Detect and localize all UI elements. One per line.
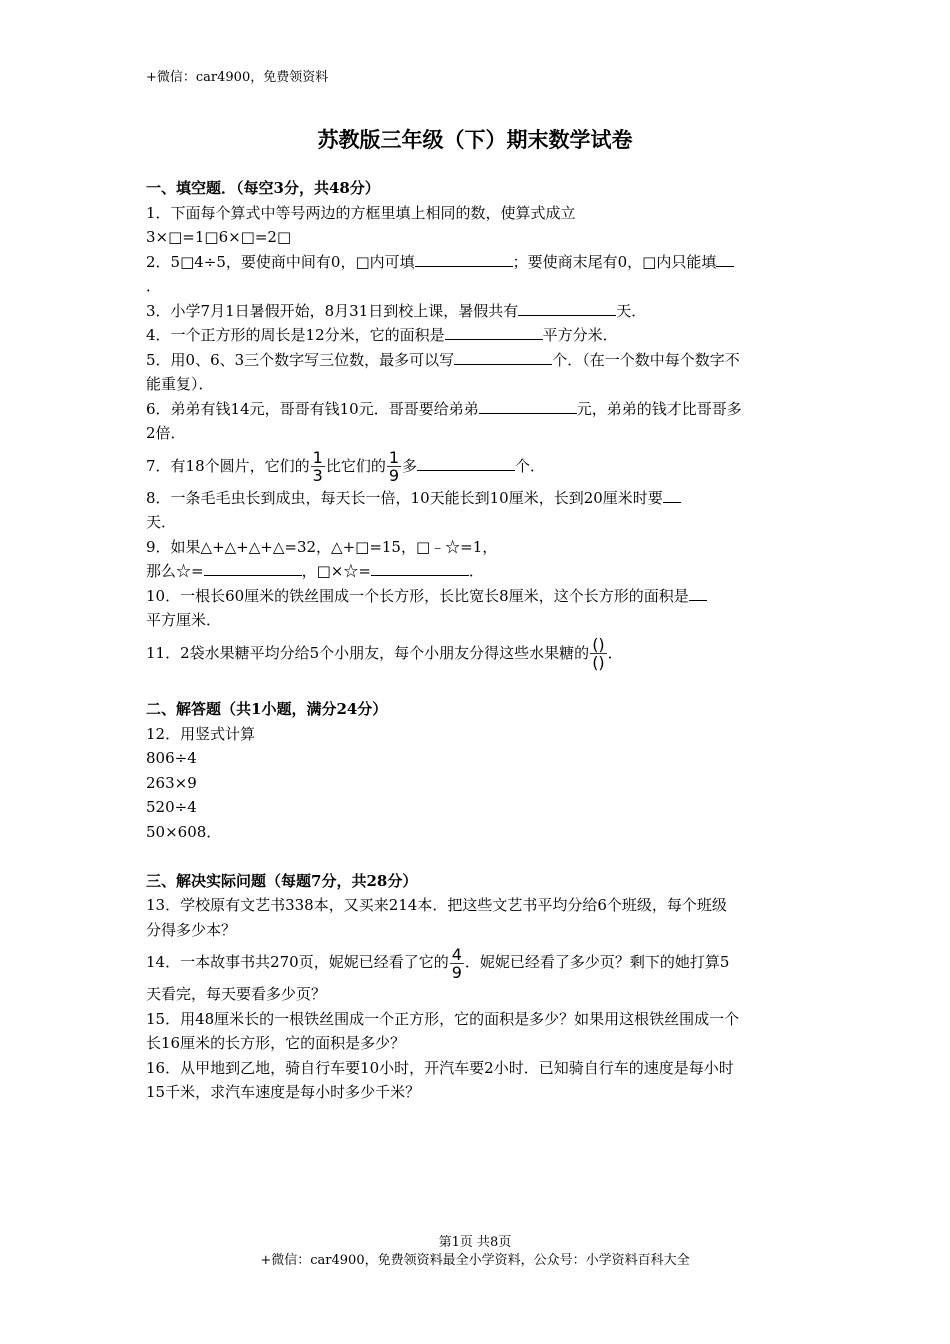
question-16-cont: 15千米，求汽车速度是每小时多少千米？ <box>146 1083 421 1101</box>
question-13-cont: 分得多少本？ <box>146 920 237 939</box>
q14-text-b: ．妮妮已经看了多少页？剩下的她打算5 <box>464 953 730 971</box>
question-3 <box>146 299 811 324</box>
calc-item: 50×608． <box>146 822 222 841</box>
q11-text-a: 11．2袋水果糖平均分给5个小朋友，每个小朋友分得这些水果糖的 <box>146 643 590 662</box>
question-10 <box>146 584 811 609</box>
question-8-cont: 天． <box>146 513 177 531</box>
fraction <box>311 449 325 484</box>
q10-text-a: 10．一根长60厘米的铁丝围成一个长方形，长比宽长8厘米，这个长方形的面积是 <box>146 586 689 605</box>
q7-text-a: 7．有18个圆片，它们的 <box>146 456 310 475</box>
answer-blank <box>689 586 707 601</box>
q9-text-c: ． <box>468 562 484 580</box>
question-15: 15．用48厘米长的一根铁丝围成一个正方形，它的面积是多少？如果用这根铁丝围成一个 <box>146 1009 740 1028</box>
q9-text-a: 那么☆= <box>146 562 204 580</box>
calc-item: 263×9 <box>146 773 197 792</box>
answer-blank <box>204 561 302 576</box>
question-14-cont: 天看完，每天要看多少页？ <box>146 985 327 1003</box>
section-3-heading: 三、解决实际问题（每题7分，共28分） <box>146 871 418 890</box>
section-2-heading: 二、解答题（共1小题，满分24分） <box>146 700 388 718</box>
fraction-denominator: 3 <box>312 466 323 485</box>
question-13: 13．学校原有文艺书338本，又买来214本．把这些文艺书平均分给6个班级，每个班级 <box>146 896 727 914</box>
question-7 <box>146 446 811 486</box>
page-title: 苏教版三年级（下）期末数学试卷 <box>317 127 633 152</box>
question-8 <box>146 486 811 511</box>
exam-content <box>146 176 811 1105</box>
question-15-cont: 长16厘米的长方形，它的面积是多少？ <box>146 1034 406 1052</box>
answer-blank <box>454 350 552 365</box>
question-6-cont: 2倍． <box>146 424 186 442</box>
q3-text-a: 3．小学7月1日暑假开始，8月31日到校上课，暑假共有 <box>146 301 519 320</box>
question-12: 12．用竖式计算 <box>146 724 256 743</box>
q7-text-b: 比它们的 <box>325 456 386 475</box>
q4-text-a: 4．一个正方形的周长是12分米，它的面积是 <box>146 326 445 344</box>
q8-text-a: 8．一条毛毛虫长到成虫，每天长一倍，10天能长到10厘米，长到20厘米时要 <box>146 488 663 507</box>
q2-text-b: ；要使商末尾有0，□内只能填 <box>512 252 717 271</box>
answer-blank <box>445 325 543 340</box>
header-watermark: +微信：car4900，免费领资料 <box>146 70 329 85</box>
fraction-denominator: 9 <box>388 466 400 485</box>
answer-blank <box>663 488 681 503</box>
fraction-denominator: 9 <box>451 962 462 982</box>
q9-text-b: ，□×☆= <box>301 562 371 580</box>
question-4 <box>146 323 811 348</box>
q6-text-b: 元，弟弟的钱才比哥哥多 <box>576 399 742 418</box>
question-5 <box>146 348 811 373</box>
answer-blank <box>415 252 513 267</box>
fraction-numerator: 1 <box>388 448 400 467</box>
section-1-heading: 一、填空题．（每空3分，共48分） <box>146 179 380 197</box>
fraction-numerator: 4 <box>451 944 462 964</box>
question-6 <box>146 397 811 422</box>
fraction-numerator: () <box>592 635 605 654</box>
question-1-equation: 3×□=1□6×□=2□ <box>146 228 292 246</box>
answer-blank <box>518 301 616 316</box>
question-9-cont <box>146 559 811 584</box>
question-11 <box>146 633 811 673</box>
answer-blank <box>716 252 734 267</box>
q11-text-b: ． <box>607 643 623 662</box>
answer-blank <box>371 561 469 576</box>
q4-text-b: 平方分米． <box>542 326 618 344</box>
answer-blank <box>417 456 515 471</box>
fraction <box>590 636 606 671</box>
fraction <box>387 449 401 484</box>
q14-text-a: 14．一本故事书共270页，妮妮已经看了它的 <box>146 953 449 971</box>
fraction-numerator: 1 <box>312 448 323 467</box>
question-2 <box>146 250 811 275</box>
fraction-denominator: () <box>592 653 605 672</box>
calc-item: 806÷4 <box>146 749 197 767</box>
q7-text-d: 个． <box>515 456 546 475</box>
footer-watermark: +微信：car4900，免费领资料最全小学资料，公众号：小学资料百科大全 <box>260 1253 690 1268</box>
q6-text-a: 6．弟弟有钱14元，哥哥有钱10元．哥哥要给弟弟 <box>146 399 479 418</box>
q5-text-a: 5．用0、6、3三个数字写三位数，最多可以写 <box>146 350 455 369</box>
question-9: 9．如果△+△+△+△=32，△+□=15，□﹣☆=1， <box>146 537 498 556</box>
question-14 <box>146 942 811 982</box>
question-5-cont: 能重复）． <box>146 375 214 393</box>
answer-blank <box>479 399 577 414</box>
calc-item: 520÷4 <box>146 798 197 816</box>
question-10-cont: 平方厘米． <box>146 611 222 629</box>
q5-text-b: 个．（在一个数中每个数字不 <box>552 350 740 369</box>
question-16: 16．从甲地到乙地，骑自行车要10小时，开汽车要2小时．已知骑自行车的速度是每小时 <box>146 1058 734 1077</box>
fraction <box>450 946 464 981</box>
q7-text-c: 多 <box>402 456 418 475</box>
q2-text-a: 2．5□4÷5，要使商中间有0，□内可填 <box>146 252 415 271</box>
page-number: 第1页 共8页 <box>438 1235 512 1250</box>
q3-text-b: 天． <box>616 301 647 320</box>
question-2-end: ． <box>146 277 162 295</box>
question-1: 1．下面每个算式中等号两边的方框里填上相同的数，使算式成立 <box>146 203 576 222</box>
